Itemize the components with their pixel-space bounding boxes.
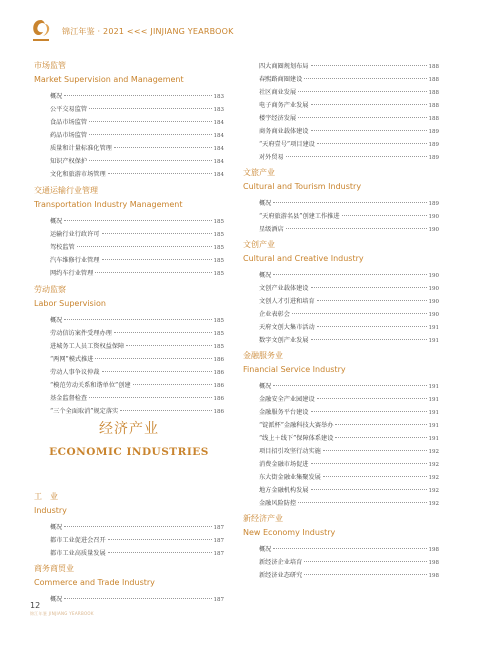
toc-entry[interactable] xyxy=(243,334,439,347)
toc-entry-page: 184 xyxy=(213,146,224,152)
toc-entry-page: 198 xyxy=(428,573,439,579)
toc-entry-page: 187 xyxy=(213,551,224,557)
section-title-en: Industry xyxy=(34,506,67,515)
toc-entry-title: 药品市场监管 xyxy=(50,132,88,139)
toc-right-column xyxy=(243,60,439,582)
toc-entry-page: 189 xyxy=(428,129,439,135)
toc-entry[interactable] xyxy=(243,86,439,99)
toc-entry[interactable] xyxy=(34,392,224,405)
toc-entry-title: 概况 xyxy=(50,93,63,100)
toc-entry[interactable] xyxy=(243,269,439,282)
toc-entry-title: 春熙路商圈建设 xyxy=(259,76,303,83)
toc-entry[interactable] xyxy=(34,129,224,142)
toc-entry-page: 192 xyxy=(428,501,439,507)
toc-entry-title: 概况 xyxy=(259,272,272,279)
section-title-en: Financial Service Industry xyxy=(243,365,346,374)
dot-leader xyxy=(273,202,426,203)
toc-entry[interactable] xyxy=(34,103,224,116)
section-title-en: New Economy Industry xyxy=(243,528,336,537)
toc-entry[interactable] xyxy=(243,380,439,393)
chapter-feature xyxy=(34,418,224,458)
toc-entry[interactable] xyxy=(243,99,439,112)
toc-entry-title: 概况 xyxy=(259,383,272,390)
toc-entry[interactable] xyxy=(34,168,224,181)
toc-entry-title: 社区商业发展 xyxy=(259,89,297,96)
toc-entry-title: 都市工业高质量发展 xyxy=(50,550,106,557)
dot-leader xyxy=(304,78,426,79)
page-header xyxy=(0,0,480,50)
toc-section xyxy=(243,513,439,582)
dot-leader xyxy=(126,345,211,346)
toc-entry[interactable] xyxy=(243,393,439,406)
dot-leader xyxy=(311,130,427,131)
running-header-title: 锦江年鉴 · 2021 <<< JINJIANG YEARBOOK xyxy=(62,27,234,36)
toc-entry[interactable] xyxy=(34,521,224,534)
yearbook-logo-icon xyxy=(30,18,52,44)
toc-entry-page: 191 xyxy=(428,397,439,403)
toc-entry-page: 198 xyxy=(428,547,439,553)
dot-leader xyxy=(298,117,426,118)
toc-entry[interactable] xyxy=(34,534,224,547)
toc-section xyxy=(243,239,439,347)
toc-entry-page: 185 xyxy=(213,344,224,350)
toc-entry-title: “天府旅游名县”创建工作推进 xyxy=(259,213,340,220)
toc-entry-page: 184 xyxy=(213,172,224,178)
toc-entry[interactable] xyxy=(243,432,439,445)
toc-entry-title: “线上＋线下”保障体系建设 xyxy=(259,435,334,442)
dot-leader xyxy=(298,91,426,92)
toc-entry-page: 188 xyxy=(428,103,439,109)
dot-leader xyxy=(64,598,211,599)
dot-leader xyxy=(120,410,211,411)
toc-entry-page: 192 xyxy=(428,462,439,468)
dot-leader xyxy=(342,215,427,216)
toc-entry-page: 192 xyxy=(428,488,439,494)
toc-entry[interactable] xyxy=(34,353,224,366)
dot-leader xyxy=(304,561,426,562)
dot-leader xyxy=(64,319,211,320)
toc-entry-page: 191 xyxy=(428,338,439,344)
dot-leader xyxy=(311,287,427,288)
dot-leader xyxy=(89,121,211,122)
dot-leader xyxy=(114,332,212,333)
toc-entry-title: 电子商务产业发展 xyxy=(259,102,309,109)
toc-entry-page: 190 xyxy=(428,214,439,220)
toc-entry-title: 商务商业载体建设 xyxy=(259,128,309,135)
toc-entry-title: 公平交易监管 xyxy=(50,106,88,113)
section-title-cn: 工 业 xyxy=(34,492,58,501)
toc-entry-title: 消费金融市场促进 xyxy=(259,461,309,468)
dot-leader xyxy=(102,233,212,234)
dot-leader xyxy=(108,539,212,540)
toc-section xyxy=(243,60,439,164)
toc-entry[interactable] xyxy=(34,327,224,340)
toc-entry[interactable] xyxy=(243,223,439,236)
toc-entry[interactable] xyxy=(34,547,224,560)
toc-entry-page: 191 xyxy=(428,410,439,416)
toc-entry[interactable] xyxy=(243,197,439,210)
toc-entry-page: 185 xyxy=(213,331,224,337)
toc-entry[interactable] xyxy=(243,406,439,419)
toc-entry-page: 191 xyxy=(428,423,439,429)
dot-leader xyxy=(108,173,212,174)
toc-entry-title: 劳动信访案件受理办理 xyxy=(50,330,112,337)
toc-entry[interactable] xyxy=(243,112,439,125)
section-title-cn: 劳动监察 xyxy=(34,285,66,294)
section-title-en: Labor Supervision xyxy=(34,299,106,308)
toc-entry-title: 项目招引攻坚行动实施 xyxy=(259,448,321,455)
toc-entry-page: 186 xyxy=(213,357,224,363)
toc-entry-page: 183 xyxy=(213,107,224,113)
toc-entry[interactable] xyxy=(34,155,224,168)
toc-entry-page: 185 xyxy=(213,271,224,277)
toc-entry-page: 189 xyxy=(428,201,439,207)
dot-leader xyxy=(273,385,426,386)
toc-entry[interactable] xyxy=(34,340,224,353)
chapter-title-cn: 经济产业 xyxy=(99,421,159,437)
section-title-en: Cultural and Creative Industry xyxy=(243,254,364,263)
toc-entry[interactable] xyxy=(34,142,224,155)
toc-entry-page: 184 xyxy=(213,120,224,126)
toc-entry-page: 186 xyxy=(213,409,224,415)
toc-section xyxy=(34,491,224,560)
toc-entry-page: 187 xyxy=(213,597,224,603)
dot-leader xyxy=(286,228,427,229)
section-title-en: Market Supervision and Management xyxy=(34,75,184,84)
toc-entry[interactable] xyxy=(243,497,439,510)
toc-entry-page: 188 xyxy=(428,64,439,70)
section-title-en: Commerce and Trade Industry xyxy=(34,578,155,587)
dot-leader xyxy=(311,463,427,464)
toc-entry-page: 187 xyxy=(213,538,224,544)
toc-section xyxy=(243,350,439,510)
toc-entry-title: 金融安全产业园建设 xyxy=(259,396,315,403)
toc-section xyxy=(34,185,224,280)
toc-entry-page: 190 xyxy=(428,299,439,305)
dot-leader xyxy=(286,156,427,157)
dot-leader xyxy=(64,526,211,527)
toc-entry-title: 食品市场监管 xyxy=(50,119,88,126)
toc-entry[interactable] xyxy=(243,484,439,497)
toc-entry-title: 文创人才引进和培育 xyxy=(259,298,315,305)
dot-leader xyxy=(311,104,427,105)
dot-leader xyxy=(317,326,427,327)
toc-entry[interactable] xyxy=(34,314,224,327)
toc-entry-title: “三个全面取消”规定落实 xyxy=(50,408,119,415)
toc-entry-page: 186 xyxy=(213,383,224,389)
toc-entry-title: 基金监督检查 xyxy=(50,395,88,402)
toc-entry-page: 189 xyxy=(428,155,439,161)
dot-leader xyxy=(273,548,426,549)
toc-entry-title: 网约车行业管理 xyxy=(50,270,94,277)
toc-entry[interactable] xyxy=(243,308,439,321)
toc-entry[interactable] xyxy=(243,151,439,164)
toc-entry-page: 183 xyxy=(213,94,224,100)
toc-entry-page: 185 xyxy=(213,232,224,238)
toc-left-column xyxy=(34,60,224,418)
dot-leader xyxy=(77,246,212,247)
section-title-cn: 文创产业 xyxy=(243,240,275,249)
toc-entry-title: 都市工业促进会召开 xyxy=(50,537,106,544)
toc-entry[interactable] xyxy=(243,471,439,484)
toc-entry[interactable] xyxy=(243,60,439,73)
toc-entry-page: 188 xyxy=(428,77,439,83)
toc-entry-title: 新经济企业培育 xyxy=(259,559,303,566)
toc-entry-title: 金融服务平台建设 xyxy=(259,409,309,416)
dot-leader xyxy=(102,259,212,260)
toc-entry-page: 190 xyxy=(428,312,439,318)
section-title-cn: 文旅产业 xyxy=(243,168,275,177)
toc-entry-title: 文创产业载体建设 xyxy=(259,285,309,292)
dot-leader xyxy=(335,424,426,425)
toc-section xyxy=(34,60,224,181)
toc-entry[interactable] xyxy=(243,419,439,432)
section-title-cn: 商务商贸业 xyxy=(34,564,74,573)
dot-leader xyxy=(89,160,211,161)
dot-leader xyxy=(304,574,426,575)
toc-entry[interactable] xyxy=(243,295,439,308)
toc-entry-title: “锭派杯”金融科技大赛举办 xyxy=(259,422,334,429)
toc-entry[interactable] xyxy=(34,215,224,228)
chapter-title-en: ECONOMIC INDUSTRIES xyxy=(49,446,209,458)
toc-entry-title: 文化和旅游市场管理 xyxy=(50,171,106,178)
toc-lower-left xyxy=(34,491,224,606)
dot-leader xyxy=(317,300,427,301)
dot-leader xyxy=(311,339,427,340)
toc-entry-title: 概况 xyxy=(259,200,272,207)
dot-leader xyxy=(89,397,211,398)
toc-entry[interactable] xyxy=(243,569,439,582)
dot-leader xyxy=(64,220,211,221)
toc-entry-title: 楼宇经济发展 xyxy=(259,115,297,122)
dot-leader xyxy=(317,398,427,399)
toc-entry-title: 驾校监管 xyxy=(50,244,75,251)
dot-leader xyxy=(311,411,427,412)
dot-leader xyxy=(114,147,212,148)
toc-entry-page: 190 xyxy=(428,286,439,292)
toc-entry-page: 198 xyxy=(428,560,439,566)
toc-entry-page: 185 xyxy=(213,318,224,324)
section-title-cn: 交通运输行业管理 xyxy=(34,186,98,195)
toc-entry[interactable] xyxy=(34,405,224,418)
toc-entry-page: 186 xyxy=(213,396,224,402)
toc-entry-title: 金融风险防控 xyxy=(259,500,297,507)
toc-entry[interactable] xyxy=(34,267,224,280)
toc-entry-title: 对外贸易 xyxy=(259,154,284,161)
toc-entry[interactable] xyxy=(34,241,224,254)
toc-entry[interactable] xyxy=(243,73,439,86)
dot-leader xyxy=(133,384,212,385)
toc-entry[interactable] xyxy=(243,125,439,138)
section-title-cn: 新经济产业 xyxy=(243,514,283,523)
dot-leader xyxy=(311,489,427,490)
toc-entry[interactable] xyxy=(34,366,224,379)
toc-entry-page: 184 xyxy=(213,133,224,139)
toc-entry-page: 188 xyxy=(428,116,439,122)
toc-entry-title: 知识产权保护 xyxy=(50,158,88,165)
toc-entry-page: 189 xyxy=(428,142,439,148)
dot-leader xyxy=(108,552,212,553)
toc-entry-title: 进城务工人员工资权益保障 xyxy=(50,343,125,350)
page-number: 12 xyxy=(30,601,41,610)
toc-entry-title: 概况 xyxy=(50,317,63,324)
toc-entry[interactable] xyxy=(243,458,439,471)
toc-entry[interactable] xyxy=(34,379,224,392)
dot-leader xyxy=(102,371,212,372)
toc-entry-page: 185 xyxy=(213,258,224,264)
toc-entry[interactable] xyxy=(34,90,224,103)
toc-entry-title: 运输行业行政许可 xyxy=(50,231,100,238)
dot-leader xyxy=(323,476,427,477)
toc-entry-title: 质量和计量标准化管理 xyxy=(50,145,112,152)
dot-leader xyxy=(298,502,426,503)
toc-entry-page: 185 xyxy=(213,219,224,225)
footer-caption: 锦江年鉴 JINJIANG YEARBOOK xyxy=(30,611,94,616)
toc-entry[interactable] xyxy=(243,210,439,223)
dot-leader xyxy=(323,450,427,451)
dot-leader xyxy=(95,272,211,273)
dot-leader xyxy=(311,65,427,66)
toc-entry-page: 191 xyxy=(428,436,439,442)
toc-entry[interactable] xyxy=(243,321,439,334)
toc-entry-title: 概况 xyxy=(259,546,272,553)
toc-entry-page: 187 xyxy=(213,525,224,531)
toc-entry-page: 186 xyxy=(213,370,224,376)
toc-entry-title: 企业表彰会 xyxy=(259,311,290,318)
toc-entry[interactable] xyxy=(34,254,224,267)
toc-entry-title: 东大街金融业集聚发展 xyxy=(259,474,321,481)
dot-leader xyxy=(89,108,211,109)
toc-entry-title: 概况 xyxy=(50,524,63,531)
dot-leader xyxy=(95,358,211,359)
toc-entry-title: 星级酒店 xyxy=(259,226,284,233)
toc-entry-page: 191 xyxy=(428,325,439,331)
toc-entry[interactable] xyxy=(243,138,439,151)
section-title-cn: 金融服务业 xyxy=(243,351,283,360)
toc-entry-page: 190 xyxy=(428,227,439,233)
toc-entry-title: 劳动人事争议仲裁 xyxy=(50,369,100,376)
page-footer xyxy=(30,601,94,617)
section-title-en: Cultural and Tourism Industry xyxy=(243,182,362,191)
toc-entry-title: 数字文创产业发展 xyxy=(259,337,309,344)
toc-entry-title: “模范劳动关系和谐单位”创建 xyxy=(50,382,131,389)
toc-entry-title: 天府文创大集市活动 xyxy=(259,324,315,331)
toc-entry-title: 汽车维修行业管理 xyxy=(50,257,100,264)
toc-entry-title: 新经济业态研究 xyxy=(259,572,303,579)
toc-entry-title: 地方金融机构发展 xyxy=(259,487,309,494)
toc-entry-page: 192 xyxy=(428,475,439,481)
toc-entry[interactable] xyxy=(243,543,439,556)
toc-entry-page: 185 xyxy=(213,245,224,251)
toc-entry[interactable] xyxy=(34,116,224,129)
dot-leader xyxy=(89,134,211,135)
toc-entry[interactable] xyxy=(243,445,439,458)
dot-leader xyxy=(317,143,427,144)
toc-entry[interactable] xyxy=(243,556,439,569)
toc-entry-title: 概况 xyxy=(50,218,63,225)
toc-entry-title: 四大商圈规划布局 xyxy=(259,63,309,70)
toc-entry-page: 184 xyxy=(213,159,224,165)
dot-leader xyxy=(335,437,426,438)
section-title-en: Transportation Industry Management xyxy=(34,200,183,209)
section-title-cn: 市场监管 xyxy=(34,61,66,70)
toc-entry-title: 概况 xyxy=(50,596,63,603)
toc-entry-page: 191 xyxy=(428,384,439,390)
toc-entry[interactable] xyxy=(34,228,224,241)
toc-entry[interactable] xyxy=(243,282,439,295)
toc-section xyxy=(34,563,224,606)
toc-entry-title: “天府壹号”项目建设 xyxy=(259,141,315,148)
toc-entry-page: 192 xyxy=(428,449,439,455)
dot-leader xyxy=(273,274,426,275)
toc-entry-page: 190 xyxy=(428,273,439,279)
toc-entry-page: 188 xyxy=(428,90,439,96)
toc-section xyxy=(243,167,439,236)
dot-leader xyxy=(292,313,427,314)
toc-entry-title: “两网”模式推进 xyxy=(50,356,94,363)
toc-section xyxy=(34,284,224,418)
dot-leader xyxy=(64,95,211,96)
